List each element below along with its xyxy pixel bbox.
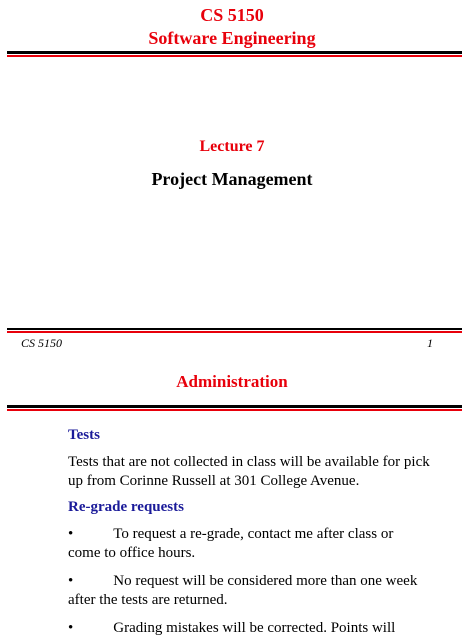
footer-rule-red <box>7 331 462 333</box>
bullet-continuation: come to office hours. <box>68 545 196 561</box>
bullet-text: No request will be considered more than one week <box>113 573 418 589</box>
footer-rule-black <box>7 328 462 330</box>
bullet-mark: • <box>68 526 74 542</box>
bullet-text: Grading mistakes will be corrected. Points will <box>113 620 396 636</box>
lecture-number: Lecture 7 <box>199 138 265 155</box>
bullet-item <box>68 619 438 638</box>
tests-heading: Tests <box>68 427 100 443</box>
bullet-mark: • <box>68 573 74 589</box>
slide-title: Administration <box>176 372 288 391</box>
course-name-title: Software Engineering <box>148 28 316 48</box>
slide2-header-rule-red <box>7 409 462 411</box>
tests-paragraph: Tests that are not collected in class will be available for pick up from Corinne Russell at 301 College Avenue. <box>68 454 430 489</box>
lecture-topic: Project Management <box>151 169 313 189</box>
slide2-header-rule-black <box>7 405 462 408</box>
regrade-heading: Re-grade requests <box>68 499 184 515</box>
bullet-item <box>68 525 438 563</box>
header-rule-red <box>7 55 462 57</box>
bullet-mark: • <box>68 620 74 636</box>
course-code-title: CS 5150 <box>200 5 264 25</box>
footer-page-number: 1 <box>427 336 433 350</box>
bullet-text: To request a re-grade, contact me after class or <box>113 526 394 542</box>
bullet-item <box>68 572 438 610</box>
header-rule-black <box>7 51 462 54</box>
footer-course-code: CS 5150 <box>21 336 63 350</box>
bullet-continuation: after the tests are returned. <box>68 592 228 608</box>
